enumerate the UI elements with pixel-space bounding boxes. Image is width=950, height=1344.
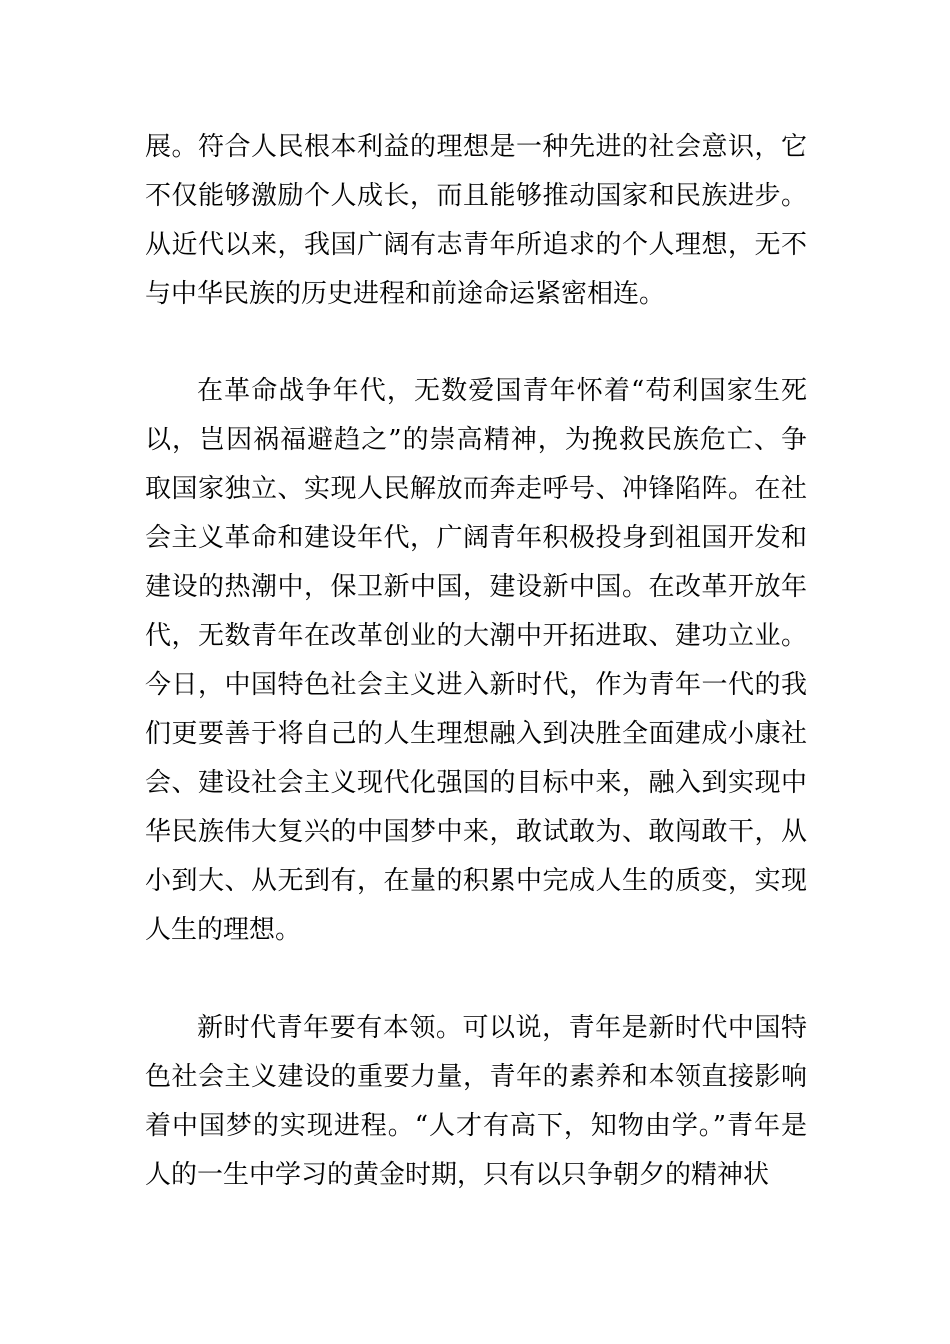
- paragraph-continuation: 展。符合人民根本利益的理想是一种先进的社会意识，它不仅能够激励个人成长，而且能够推动国家和民族进步。从近代以来，我国广阔有志青年所追求的个人理想，无不与中华民族的历史进程和前途命运紧密相连。: [145, 132, 807, 309]
- paragraph-revolution-era: 在革命战争年代，无数爱国青年怀着“苟利国家生死以，岂因祸福避趋之”的崇高精神，为挽救民族危亡、争取国家独立、实现人民解放而奔走呼号、冲锋陷阵。在社会主义革命和建设年代，广阔青年积极投身到祖国开发和建设的热潮中，保卫新中国，建设新中国。在改革开放年代，无数青年在改革创业的大潮中开拓进取、建功立业。今日，中国特色社会主义进入新时代，作为青年一代的我们更要善于将自己的人生理想融入到决胜全面建成小康社会、建设社会主义现代化强国的目标中来，融入到实现中华民族伟大复兴的中国梦中来，敢试敢为、敢闯敢干，从小到大、从无到有，在量的积累中完成人生的质变，实现人生的理想。: [145, 376, 807, 945]
- paragraph-new-era-youth: 新时代青年要有本领。可以说，青年是新时代中国特色社会主义建设的重要力量，青年的素养和本领直接影响着中国梦的实现进程。“人才有高下，知物由学。”青年是人的一生中学习的黄金时期，只有以只争朝夕的精神状: [145, 1013, 807, 1190]
- document-body: [145, 123, 807, 1200]
